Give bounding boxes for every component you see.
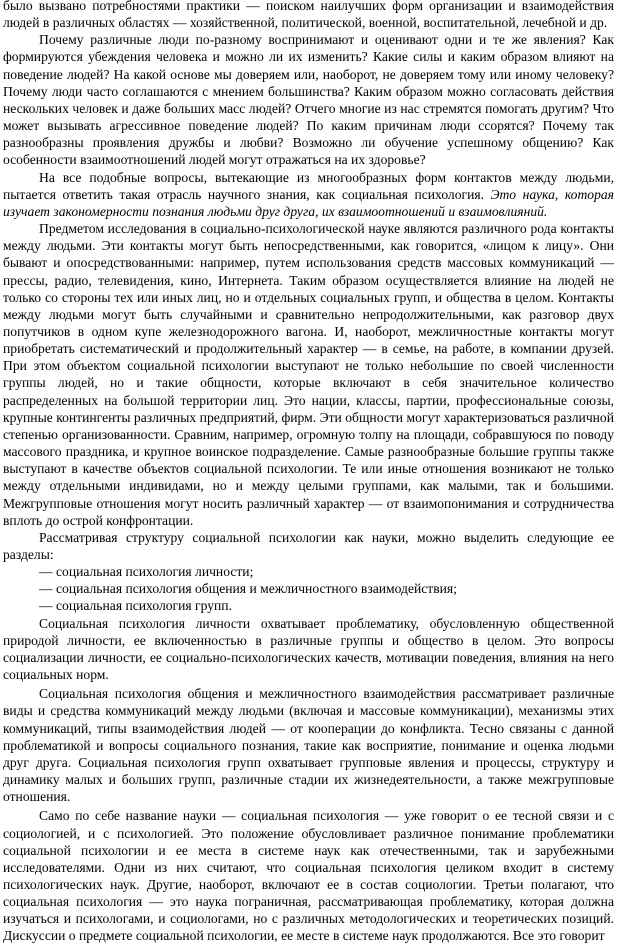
paragraph-subject: Предметом исследования в социально-психологической науке являются различного рода контакты между людьми. Эти контакты могут быть непосредственными, как говорится, «лицом к лицу». Они бывают и опосредствованными: например, путем использования средств массовых коммуникаций — прессы, радио, телевидения, кино, Интернета. Таким образом осуществляется влияние на людей не только со стороны тех или иных лиц, но и отдельных социальных групп, и общества в целом. Контакты между людьми могут быть случайными и сравнительно непродолжительными, как разговор двух попутчиков в одном купе железнодорожного вагона. И, наоборот, межличностные контакты могут приобретать систематический и продолжительный характер — в семье, на работе, в компании друзей. При этом объектом социальной психологии выступают не только небольшие по своей численности группы людей, но и такие общности, которые включают в себя значительное количество распределенных на большой территории лиц. Это нации, классы, партии, профессиональные союзы, крупные контингенты различных предприятий, фирм. Эти общности могут характеризоваться различной степенью организованности. Сравним, например, огромную толпу на площади, собравшуюся по поводу массового праздника, и крупное воинское подразделение. Самые разнообразные большие группы также выступают в качестве объектов социальной психологии. Те или иные отношения возникают не только между отдельными индивидами, но и между целыми группами, как малыми, так и большими. Межгрупповые отношения могут носить различный характер — от взаимопонимания и сотрудничества вплоть до острой конфронтации. <box>3 221 614 528</box>
list-item-communication: — социальная психология общения и межличностного взаимодействия; <box>39 581 457 597</box>
paragraph-structure: Рассматривая структуру социальной психологии как науки, можно выделить следующие ее разделы: <box>3 529 614 562</box>
paragraph-questions: Почему различные люди по-разному воспринимают и оценивают одни и те же явления? Как формируются убеждения человека и можно ли их изменить? Какие силы и каким образом влияют на поведение людей? На какой основе мы доверяем или, наоборот, не доверяем тому или иному человеку? Почему люди часто соглашаются с мнением большинства? Каким образом можно согласовать действия нескольких человек и даже больших масс людей? Отчего многие из нас стремятся помогать другим? Что может вызывать агрессивное поведение людей? По каким причинам люди ссорятся? Почему так разнообразны проявления дружбы и любви? Возможно ли обучение успешному общению? Как особенности взаимоотношений людей могут отражаться на их здоровье? <box>3 32 614 168</box>
list-item-personality: — социальная психология личности; <box>39 564 254 580</box>
list-item-groups: — социальная психология групп. <box>39 598 232 614</box>
paragraph-communication: Социальная психология общения и межличностного взаимодействия рассматривает различные виды и средства коммуникаций между людьми (включая и массовые коммуникации), механизмы этих коммуникаций, типы взаимодействия людей — от кооперации до конфликта. Тесно связаны с данной проблематикой и вопросы социального познания, такие как восприятие, понимание и оценка людьми друг друга. Социальная психология групп охватывает групповые явления и процессы, структуру и динамику малых и больших групп, различные стадии их жизнедеятельности, а также межгрупповые отношения. <box>3 686 614 805</box>
definition-emphasis: Это наука, которая изучает закономерности познания людьми друг друга, их взаимоотношений и взаимовлияний. <box>3 186 614 219</box>
paragraph-definition <box>3 169 614 220</box>
paragraph-science-name: Само по себе название науки — социальная психология — уже говорит о ее тесной связи и с социологией, и с психологией. Это положение обусловливает различное понимание проблематики социальной психологии и ее места в системе наук как отечественными, так и зарубежными исследователями. Одни из них считают, что социальная психология целиком входит в систему психологических наук. Другие, наоборот, включают ее в состав социологии. Третьи полагают, что социальная психология — это наука пограничная, рассматривающая проблематику, которая должна изучаться и психологами, и социологами, но с различных методологических и теоретических позиций. Дискуссии о предмете социальной психологии, ее месте в системе наук продолжаются. Все это говорит <box>3 808 614 944</box>
paragraph-personality: Социальная психология личности охватывает проблематику, обусловленную общественной природой личности, ее включенностью в различные группы и общество в целом. Это вопросы социализации личности, ее социально-психологических качеств, мотивации поведения, влияния на него социальных норм. <box>3 615 614 683</box>
definition-text: На все подобные вопросы, вытекающие из многообразных форм контактов между людьми, пытается ответить такая отрасль научного знания, как социальная психология. <box>3 169 614 202</box>
paragraph-intro-continued: было вызвано потребностями практики — поиском наилучших форм организации и взаимодействия людей в различных областях — хозяйственной, политической, военной, воспитательной, лечебной и др. <box>3 0 614 31</box>
